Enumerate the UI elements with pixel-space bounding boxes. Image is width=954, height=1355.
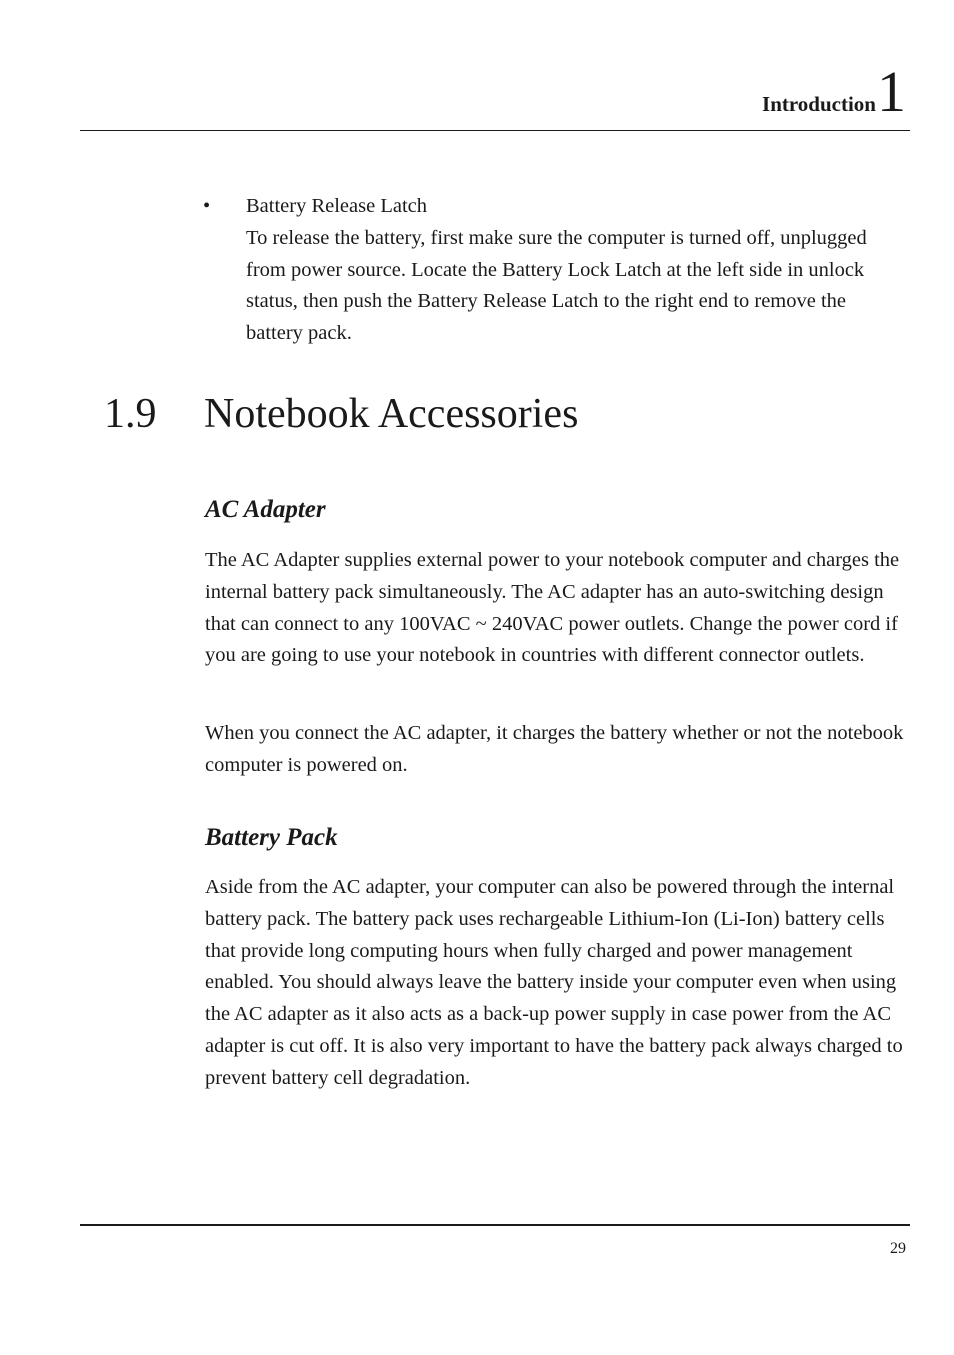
section-number: 1.9 bbox=[104, 391, 157, 437]
bullet-item bbox=[203, 191, 903, 350]
battery-pack-paragraph: Aside from the AC adapter, your computer can also be powered through the internal battery pack. The battery pack uses rechargeable Lithium-Ion (Li-Ion) battery cells that provide long computing hours when fully charged and power management enabled. You should always leave the battery inside your computer even when using the AC adapter as it also acts as a back-up power supply in case power from the AC adapter is cut off. It is also very important to have the battery pack always charged to prevent battery cell degradation. bbox=[205, 876, 903, 1089]
section-heading bbox=[104, 386, 578, 442]
footer-rule bbox=[80, 1224, 910, 1226]
header-chapter-label: Introduction bbox=[762, 92, 876, 116]
bullet-body: To release the battery, first make sure the computer is turned off, unplugged from power source. Locate the Battery Lock Latch at the left side in unlock status, then push the Battery Release Latch to the right end to remove the battery pack. bbox=[246, 226, 867, 345]
ac-adapter-paragraph-2: When you connect the AC adapter, it charges the battery whether or not the notebook computer is powered on. bbox=[205, 722, 904, 776]
ac-adapter-paragraph-1: The AC Adapter supplies external power to your notebook computer and charges the internal battery pack simultaneously. The AC adapter has an auto-switching design that can connect to any 100VAC ~ 240VAC power outlets. Change the power cord if you are going to use your notebook in countries with different connector outlets. bbox=[205, 549, 900, 667]
ac-adapter-heading: AC Adapter bbox=[205, 496, 326, 523]
running-header bbox=[762, 59, 906, 124]
section-title: Notebook Accessories bbox=[204, 391, 579, 437]
header-rule bbox=[80, 130, 910, 131]
bullet-marker: • bbox=[203, 195, 211, 217]
battery-pack-heading: Battery Pack bbox=[205, 824, 338, 851]
header-chapter-number: 1 bbox=[877, 59, 906, 124]
bullet-title: Battery Release Latch bbox=[246, 195, 427, 217]
page-number: 29 bbox=[890, 1240, 906, 1257]
